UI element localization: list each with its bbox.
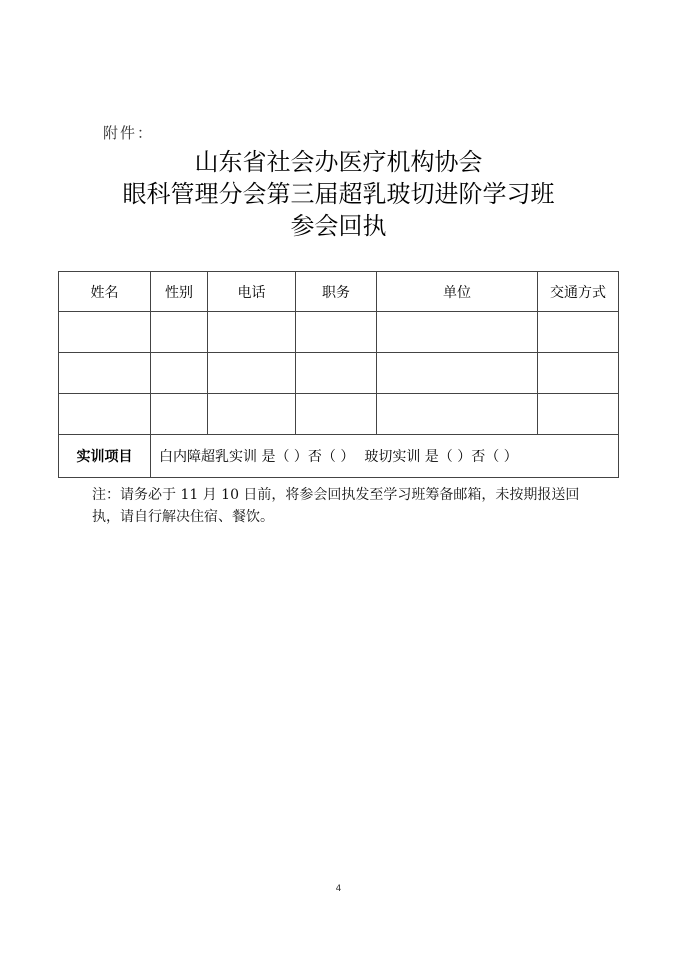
- cell-organization[interactable]: [377, 394, 538, 435]
- title-line-event: 眼科管理分会第三届超乳玻切进阶学习班: [122, 180, 555, 208]
- cell-transport[interactable]: [538, 353, 619, 394]
- header-name: 姓名: [59, 272, 151, 312]
- cataract-phaco-training-option[interactable]: 白内障超乳实训 是（ ）否（ ）: [159, 449, 355, 465]
- attachment-label: 附件：: [103, 124, 155, 142]
- training-label: 实训项目: [59, 435, 151, 478]
- cell-name[interactable]: [59, 353, 151, 394]
- cell-transport[interactable]: [538, 312, 619, 353]
- cell-gender[interactable]: [151, 312, 208, 353]
- cell-name[interactable]: [59, 394, 151, 435]
- training-row: [59, 435, 619, 478]
- table-row: [59, 394, 619, 435]
- table-row: [59, 312, 619, 353]
- header-position: 职务: [296, 272, 377, 312]
- header-gender: 性别: [151, 272, 208, 312]
- cell-gender[interactable]: [151, 394, 208, 435]
- table-header-row: [59, 272, 619, 312]
- submission-note: 注：请务必于 11 月 10 日前，将参会回执发至学习班筹备邮箱，未按期报送回执，请自行解决住宿、餐饮。: [92, 487, 580, 525]
- cell-position[interactable]: [296, 312, 377, 353]
- cell-organization[interactable]: [377, 312, 538, 353]
- cell-position[interactable]: [296, 394, 377, 435]
- page-number: 4: [335, 884, 342, 894]
- cell-name[interactable]: [59, 312, 151, 353]
- vitrectomy-training-option[interactable]: 玻切实训 是（ ）否（ ）: [364, 449, 518, 465]
- cell-organization[interactable]: [377, 353, 538, 394]
- document-title: [0, 146, 677, 242]
- registration-table: [58, 271, 619, 478]
- cell-gender[interactable]: [151, 353, 208, 394]
- cell-phone[interactable]: [208, 394, 296, 435]
- cell-phone[interactable]: [208, 353, 296, 394]
- header-transport: 交通方式: [538, 272, 619, 312]
- cell-position[interactable]: [296, 353, 377, 394]
- header-organization: 单位: [377, 272, 538, 312]
- cell-transport[interactable]: [538, 394, 619, 435]
- title-line-organization: 山东省社会办医疗机构协会: [194, 148, 483, 176]
- training-options: [151, 435, 619, 478]
- cell-phone[interactable]: [208, 312, 296, 353]
- header-phone: 电话: [208, 272, 296, 312]
- title-line-receipt: 参会回执: [290, 212, 387, 240]
- table-row: [59, 353, 619, 394]
